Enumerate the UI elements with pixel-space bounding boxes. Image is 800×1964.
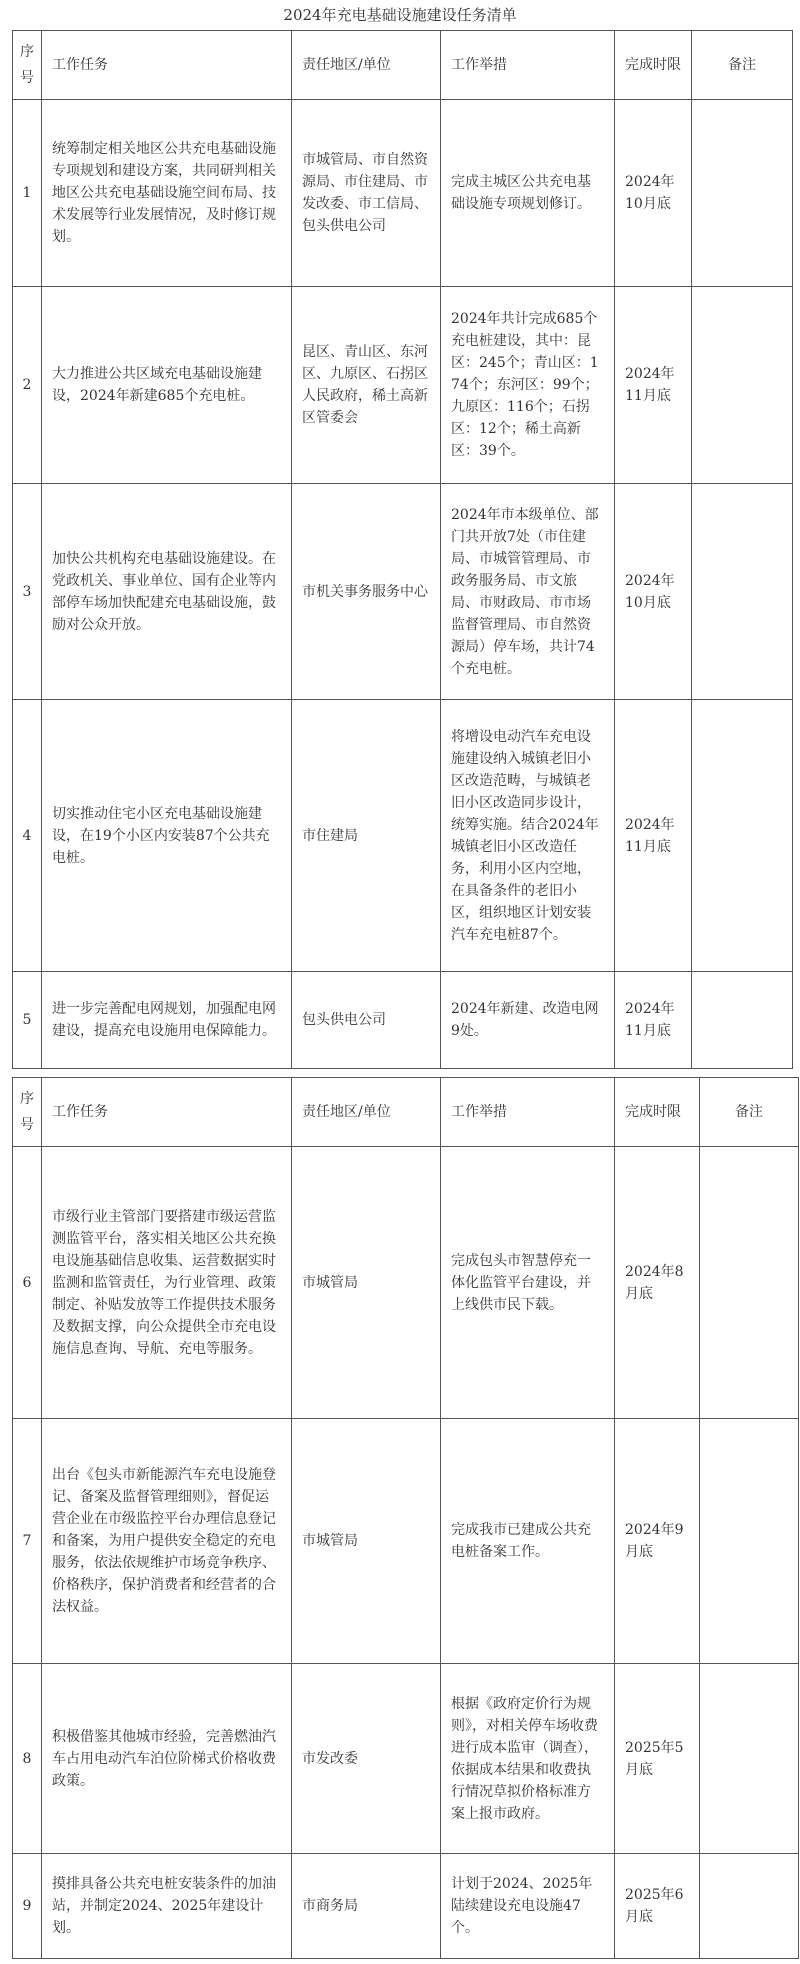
row-task: 加快公共机构充电基础设施建设。在党政机关、事业单位、国有企业等内部停车场加快配建充电基础设施，鼓励对公众开放。 [42,484,292,700]
table-row [13,287,793,484]
table-header-row [13,31,793,100]
row-unit: 包头供电公司 [292,972,441,1069]
table-row [13,972,793,1069]
row-task: 统筹制定相关地区公共充电基础设施专项规划和建设方案，共同研判相关地区公共充电基础设施空间布局、技术发展等行业发展情况，及时修订规划。 [42,100,292,287]
task-table-part-2 [12,1077,799,1959]
task-table-part-1 [12,30,793,1069]
row-no: 3 [13,484,42,700]
row-deadline: 2025年5月底 [615,1664,700,1854]
row-measure: 完成包头市智慧停充一体化监管平台建设，并上线供市民下载。 [441,1147,615,1419]
header-measure: 工作举措 [441,31,615,100]
header-note: 备注 [700,1078,799,1147]
row-note [700,1664,799,1854]
row-measure: 2024年新建、改造电网9处。 [441,972,615,1069]
row-no: 8 [13,1664,42,1854]
page-title: 2024年充电基础设施建设任务清单 [283,6,517,24]
row-task: 积极借鉴其他城市经验，完善燃油汽车占用电动汽车泊位阶梯式价格收费政策。 [42,1664,292,1854]
table-row [13,100,793,287]
row-note [692,484,793,700]
header-unit: 责任地区/单位 [292,1078,441,1147]
header-deadline: 完成时限 [615,31,692,100]
row-no: 4 [13,700,42,972]
table-row [13,1147,799,1419]
row-deadline: 2024年9月底 [615,1419,700,1664]
row-deadline: 2024年10月底 [615,100,692,287]
row-no: 6 [13,1147,42,1419]
row-task: 切实推动住宅小区充电基础设施建设，在19个小区内安装87个公共充电桩。 [42,700,292,972]
header-note: 备注 [692,31,793,100]
row-no: 1 [13,100,42,287]
table-row [13,1664,799,1854]
row-no: 9 [13,1854,42,1959]
header-no: 序号 [13,1078,42,1147]
row-note [692,700,793,972]
row-deadline: 2024年11月底 [615,700,692,972]
row-deadline: 2024年10月底 [615,484,692,700]
row-note [692,287,793,484]
header-task: 工作任务 [42,1078,292,1147]
row-measure: 2024年共计完成685个充电桩建设，其中：昆区：245个；青山区：174个；东河区：99个；九原区：116个；石拐区：12个；稀土高新区：39个。 [441,287,615,484]
row-deadline: 2024年11月底 [615,287,692,484]
row-unit: 市城管局 [292,1419,441,1664]
row-measure: 将增设电动汽车充电设施建设纳入城镇老旧小区改造范畴，与城镇老旧小区改造同步设计，统筹实施。结合2024年城镇老旧小区改造任务，利用小区内空地，在具备条件的老旧小区，组织地区计划安装汽车充电桩87个。 [441,700,615,972]
row-deadline: 2024年8月底 [615,1147,700,1419]
row-unit: 市机关事务服务中心 [292,484,441,700]
row-measure: 完成主城区公共充电基础设施专项规划修订。 [441,100,615,287]
header-no: 序号 [13,31,42,100]
table-row [13,484,793,700]
row-task: 摸排具备公共充电桩安装条件的加油站，并制定2024、2025年建设计划。 [42,1854,292,1959]
table-row [13,1419,799,1664]
row-task: 市级行业主管部门要搭建市级运营监测监管平台，落实相关地区公共充换电设施基础信息收集、运营数据实时监测和监管责任，为行业管理、政策制定、补贴发放等工作提供技术服务及数据支撑，向公众提供全市充电设施信息查询、导航、充电等服务。 [42,1147,292,1419]
table-row [13,1854,799,1959]
row-no: 5 [13,972,42,1069]
row-note [692,972,793,1069]
row-measure: 完成我市已建成公共充电桩备案工作。 [441,1419,615,1664]
row-note [700,1147,799,1419]
row-unit: 市住建局 [292,700,441,972]
row-note [700,1419,799,1664]
row-task: 大力推进公共区域充电基础设施建设，2024年新建685个充电桩。 [42,287,292,484]
row-measure: 2024年市本级单位、部门共开放7处（市住建局、市城管管理局、市政务服务局、市文旅局、市财政局、市市场监督管理局、市自然资源局）停车场，共计74个充电桩。 [441,484,615,700]
header-task: 工作任务 [42,31,292,100]
row-note [692,100,793,287]
row-deadline: 2024年11月底 [615,972,692,1069]
row-no: 2 [13,287,42,484]
row-unit: 昆区、青山区、东河区、九原区、石拐区人民政府，稀土高新区管委会 [292,287,441,484]
row-unit: 市城管局 [292,1147,441,1419]
row-unit: 市发改委 [292,1664,441,1854]
row-unit: 市城管局、市自然资源局、市住建局、市发改委、市工信局、包头供电公司 [292,100,441,287]
row-task: 进一步完善配电网规划，加强配电网建设，提高充电设施用电保障能力。 [42,972,292,1069]
row-measure: 根据《政府定价行为规则》，对相关停车场收费进行成本监审（调查），依据成本结果和收费执行情况草拟价格标准方案上报市政府。 [441,1664,615,1854]
header-unit: 责任地区/单位 [292,31,441,100]
row-task: 出台《包头市新能源汽车充电设施登记、备案及监督管理细则》，督促运营企业在市级监控平台办理信息登记和备案，为用户提供安全稳定的充电服务，依法依规维护市场竞争秩序、价格秩序，保护消费者和经营者的合法权益。 [42,1419,292,1664]
row-deadline: 2025年6月底 [615,1854,700,1959]
row-no: 7 [13,1419,42,1664]
header-measure: 工作举措 [441,1078,615,1147]
row-unit: 市商务局 [292,1854,441,1959]
header-deadline: 完成时限 [615,1078,700,1147]
table-row [13,700,793,972]
row-note [700,1854,799,1959]
table-header-row [13,1078,799,1147]
row-measure: 计划于2024、2025年陆续建设充电设施47个。 [441,1854,615,1959]
